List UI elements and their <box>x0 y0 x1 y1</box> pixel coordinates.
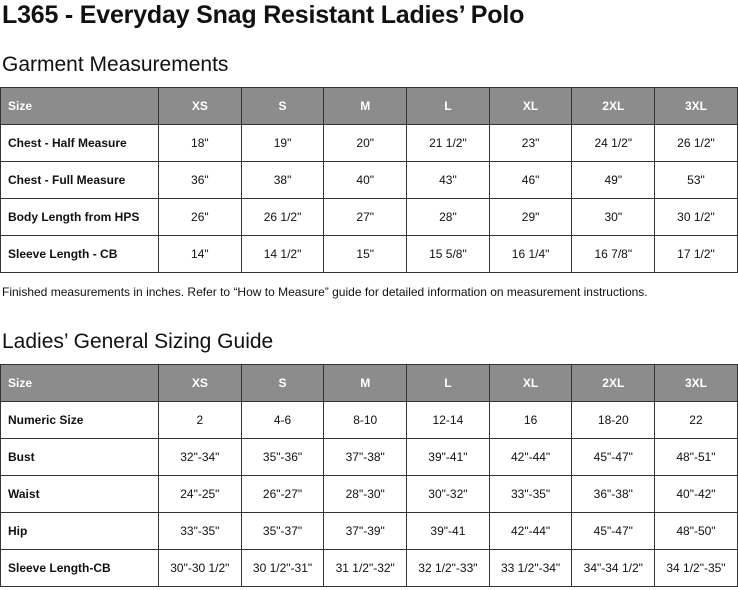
table-cell: 26 1/2" <box>241 199 324 236</box>
row-label: Waist <box>1 476 159 513</box>
table-cell: 24 1/2" <box>572 125 655 162</box>
table-cell: 38" <box>241 162 324 199</box>
table-cell: 12-14 <box>407 402 490 439</box>
table-cell: 45"-47" <box>572 513 655 550</box>
header-cell: 3XL <box>655 88 738 125</box>
table-cell: 42"-44" <box>489 439 572 476</box>
table-cell: 15 5/8" <box>407 236 490 273</box>
table-cell: 37"-39" <box>324 513 407 550</box>
table-header-row <box>1 365 738 402</box>
sizing-guide-heading: Ladies’ General Sizing Guide <box>2 330 274 353</box>
table-cell: 48"-50" <box>655 513 738 550</box>
table-cell: 8-10 <box>324 402 407 439</box>
header-cell: 3XL <box>655 365 738 402</box>
table-row <box>1 236 738 273</box>
sizing-guide-table <box>0 364 738 587</box>
table-cell: 43" <box>407 162 490 199</box>
table-cell: 16 7/8" <box>572 236 655 273</box>
page-title: L365 - Everyday Snag Resistant Ladies’ Polo <box>2 1 525 29</box>
table-row <box>1 125 738 162</box>
table-cell: 27" <box>324 199 407 236</box>
table-cell: 16 <box>489 402 572 439</box>
row-label: Chest - Half Measure <box>1 125 159 162</box>
table-cell: 24"-25" <box>159 476 242 513</box>
row-label: Sleeve Length - CB <box>1 236 159 273</box>
table-cell: 31 1/2"-32" <box>324 550 407 587</box>
table-cell: 28"-30" <box>324 476 407 513</box>
table-cell: 14" <box>159 236 242 273</box>
table-cell: 30"-30 1/2" <box>159 550 242 587</box>
table-cell: 32"-34" <box>159 439 242 476</box>
header-cell: XL <box>489 365 572 402</box>
header-cell: M <box>324 365 407 402</box>
table-cell: 30 1/2" <box>655 199 738 236</box>
header-cell: S <box>241 88 324 125</box>
table-row <box>1 402 738 439</box>
table-cell: 49" <box>572 162 655 199</box>
table-cell: 40"-42" <box>655 476 738 513</box>
table-cell: 40" <box>324 162 407 199</box>
table-cell: 36" <box>159 162 242 199</box>
garment-measurements-heading: Garment Measurements <box>2 53 229 76</box>
table-cell: 17 1/2" <box>655 236 738 273</box>
table-cell: 33 1/2"-34" <box>489 550 572 587</box>
table-cell: 21 1/2" <box>407 125 490 162</box>
table-cell: 33"-35" <box>489 476 572 513</box>
row-label: Bust <box>1 439 159 476</box>
table-cell: 39"-41 <box>407 513 490 550</box>
table-cell: 19" <box>241 125 324 162</box>
row-label: Hip <box>1 513 159 550</box>
table-cell: 26" <box>159 199 242 236</box>
header-cell: M <box>324 88 407 125</box>
table-cell: 14 1/2" <box>241 236 324 273</box>
table-cell: 22 <box>655 402 738 439</box>
table-cell: 28" <box>407 199 490 236</box>
table-cell: 36"-38" <box>572 476 655 513</box>
table-cell: 20" <box>324 125 407 162</box>
table-row <box>1 439 738 476</box>
table-cell: 53" <box>655 162 738 199</box>
row-label: Sleeve Length-CB <box>1 550 159 587</box>
table-cell: 16 1/4" <box>489 236 572 273</box>
header-cell: S <box>241 365 324 402</box>
measurement-note: Finished measurements in inches. Refer to “How to Measure” guide for detailed information on measurement instructions. <box>2 285 648 299</box>
table-row <box>1 476 738 513</box>
table-cell: 30" <box>572 199 655 236</box>
table-cell: 2 <box>159 402 242 439</box>
table-cell: 15" <box>324 236 407 273</box>
garment-measurements-table <box>0 87 738 273</box>
table-cell: 32 1/2"-33" <box>407 550 490 587</box>
table-cell: 33"-35" <box>159 513 242 550</box>
table-cell: 34"-34 1/2" <box>572 550 655 587</box>
header-cell: 2XL <box>572 365 655 402</box>
table-cell: 46" <box>489 162 572 199</box>
table-cell: 26 1/2" <box>655 125 738 162</box>
table-cell: 35"-36" <box>241 439 324 476</box>
header-cell: Size <box>1 365 159 402</box>
header-cell: L <box>407 88 490 125</box>
table-cell: 37"-38" <box>324 439 407 476</box>
table-cell: 45"-47" <box>572 439 655 476</box>
table-cell: 18" <box>159 125 242 162</box>
table-cell: 4-6 <box>241 402 324 439</box>
header-cell: XS <box>159 365 242 402</box>
table-cell: 29" <box>489 199 572 236</box>
row-label: Body Length from HPS <box>1 199 159 236</box>
table-cell: 30"-32" <box>407 476 490 513</box>
table-cell: 35"-37" <box>241 513 324 550</box>
row-label: Numeric Size <box>1 402 159 439</box>
table-cell: 39"-41" <box>407 439 490 476</box>
table-cell: 26"-27" <box>241 476 324 513</box>
table-cell: 48"-51" <box>655 439 738 476</box>
table-cell: 34 1/2"-35" <box>655 550 738 587</box>
table-header-row <box>1 88 738 125</box>
row-label: Chest - Full Measure <box>1 162 159 199</box>
table-row <box>1 162 738 199</box>
table-row <box>1 550 738 587</box>
header-cell: XS <box>159 88 242 125</box>
header-cell: Size <box>1 88 159 125</box>
table-cell: 18-20 <box>572 402 655 439</box>
header-cell: L <box>407 365 490 402</box>
table-row <box>1 513 738 550</box>
header-cell: XL <box>489 88 572 125</box>
table-cell: 42"-44" <box>489 513 572 550</box>
header-cell: 2XL <box>572 88 655 125</box>
table-cell: 30 1/2"-31" <box>241 550 324 587</box>
table-cell: 23" <box>489 125 572 162</box>
table-row <box>1 199 738 236</box>
